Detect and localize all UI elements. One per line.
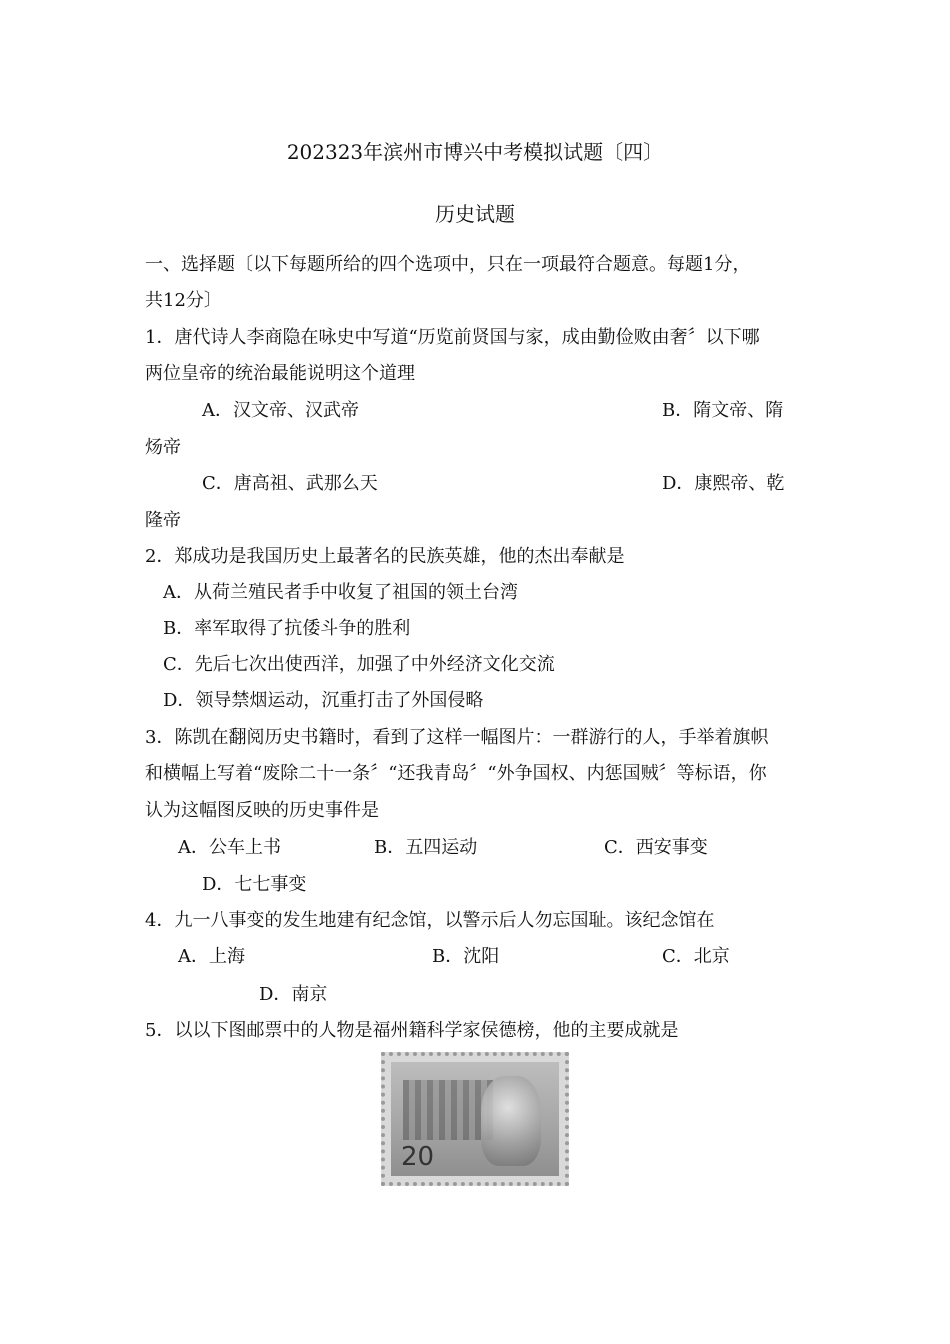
question-3-option-c: C．西安事变 (604, 837, 708, 858)
question-2-option-b: B．率军取得了抗倭斗争的胜利 (163, 618, 411, 639)
question-1-option-b: B．隋文帝、隋 (662, 400, 784, 421)
stamp-text-area (403, 1080, 493, 1140)
stamp-image (381, 1052, 569, 1186)
question-4-option-c: C．北京 (662, 946, 730, 967)
question-1-stem-cont: 两位皇帝的统治最能说明这个道理 (145, 363, 415, 384)
question-3-stem-cont2: 认为这幅图反映的历史事件是 (145, 800, 379, 821)
question-4-stem: 4．九一八事变的发生地建有纪念馆，以警示后人勿忘国耻。该纪念馆在 (145, 910, 715, 931)
stamp-denomination: 20 (401, 1142, 435, 1172)
question-3-stem-cont: 和横幅上写着“废除二十一条〞“还我青岛〞“外争国权、内惩国贼〞等标语，你 (145, 763, 767, 784)
question-1-option-c: C．唐高祖、武那么天 (202, 473, 378, 494)
question-1-option-a: A．汉文帝、汉武帝 (202, 400, 359, 421)
question-1-option-b-cont: 炀帝 (145, 437, 181, 458)
exam-subtitle: 历史试题 (435, 202, 515, 226)
question-1-stem: 1．唐代诗人李商隐在咏史中写道“历览前贤国与家，成由勤俭败由奢〞以下哪 (145, 327, 760, 348)
question-4-option-a: A．上海 (178, 946, 245, 967)
question-3-option-b: B．五四运动 (374, 837, 478, 858)
question-5-stem: 5．以以下图邮票中的人物是福州籍科学家侯德榜，他的主要成就是 (145, 1020, 679, 1041)
question-4-option-b: B．沈阳 (432, 946, 500, 967)
exam-title: 202323年滨州市博兴中考模拟试题〔四〕 (286, 140, 664, 164)
stamp-portrait (481, 1076, 541, 1166)
question-3-option-d: D．七七事变 (202, 874, 307, 895)
question-2-stem: 2．郑成功是我国历史上最著名的民族英雄，他的杰出奉献是 (145, 546, 625, 567)
question-3-stem: 3．陈凯在翻阅历史书籍时，看到了这样一幅图片：一群游行的人，手举着旗帜 (145, 727, 769, 748)
stamp-picture (391, 1062, 559, 1176)
question-2-option-a: A．从荷兰殖民者手中收复了祖国的领土台湾 (163, 582, 518, 603)
question-1-option-d: D．康熙帝、乾 (662, 473, 785, 494)
question-2-option-c: C．先后七次出使西洋，加强了中外经济文化交流 (163, 654, 555, 675)
question-4-option-d: D．南京 (259, 984, 328, 1005)
section-instruction: 一、选择题〔以下每题所给的四个选项中，只在一项最符合题意。每题1分， (145, 254, 751, 275)
question-1-option-d-cont: 隆帝 (145, 510, 181, 531)
question-3-option-a: A．公车上书 (178, 837, 281, 858)
question-2-option-d: D．领导禁烟运动，沉重打击了外国侵略 (163, 690, 484, 711)
section-instruction-cont: 共12分〕 (145, 290, 222, 311)
